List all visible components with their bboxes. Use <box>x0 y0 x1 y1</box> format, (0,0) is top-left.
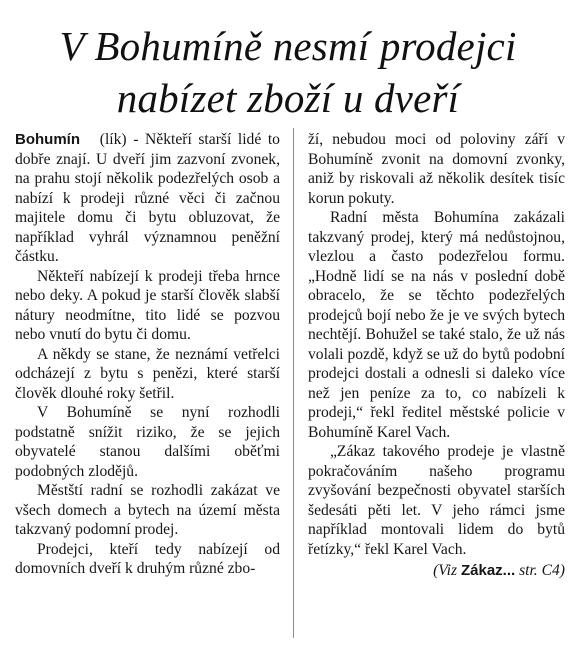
paragraph-4: V Bohumíně se nyní rozhodli podstatně snížit riziko, že se jejich obyvatelé stanou dalšími oběťmi podobných zlodějů. <box>15 404 280 480</box>
paragraph-1 <box>15 130 280 267</box>
paragraph-3: A někdy se stane, že neznámí vetřelci odcházejí z bytu s penězi, které starší člověk dlouhé roky šetřil. <box>15 345 280 402</box>
dateline: Bohumín <box>15 131 80 148</box>
headline-line-1: V Bohumíně nesmí prodejci <box>59 23 517 69</box>
paragraph-6-end: ží, nebudou moci od poloviny září v Bohumíně zvonit na domovní zvonky, aniž by riskovali až několik desítek tisíc korun pokuty. <box>308 131 565 207</box>
article-column-left <box>15 130 280 579</box>
paragraph-6-start: Prodejci, kteří tedy nabízejí od domovních dveří k druhým různé zbo- <box>15 540 280 577</box>
continuation-reference <box>308 561 565 581</box>
headline <box>0 20 576 124</box>
author-tag: (lík) - <box>99 131 146 148</box>
article-column-right <box>308 130 565 581</box>
column-divider <box>293 128 294 638</box>
paragraph-2: Někteří nabízejí k prodeji třeba hrnce nebo deky. A pokud je starší člověk slabší nátury neodmítne, tito lidé se pozvou nebo vnutí do bytu či domu. <box>15 267 280 343</box>
paragraph-1-text: Někteří starší lidé to dobře znají. U dveří jim zazvoní zvonek, na prahu stojí několik podezřelých osob a nabízí k prodeji různé věci či začnou majitele domu či bytu obluzovat, že například vyhrál významnou peněžní částku. <box>15 131 280 265</box>
headline-line-2: nabízet zboží u dveří <box>116 75 460 121</box>
paragraph-7: Radní města Bohumína zakázali takzvaný prodej, který má nedůstojnou, vlezlou a často podezřelou formu. „Hodně lidí se na nás v poslední době obracelo, že se těchto podezřelých prodejců bojí nebo že je ve svých bytech nechtějí. Bohužel se také stalo, že už nás volali pozdě, když se už do bytů podobní prodejci dostali a odnesli si daleko více než jen peníze za to, co nabízeli k prodeji,“ řekl ředitel městské policie v Bohumíně Karel Vach. <box>308 209 565 441</box>
reference-close: str. C4) <box>515 562 565 579</box>
reference-title: Zákaz... <box>460 562 516 579</box>
paragraph-5: Městští radní se rozhodli zakázat ve všech domech a bytech na území města takzvaný podomní prodej. <box>15 482 280 538</box>
paragraph-8: „Zákaz takového prodeje je vlastně pokračováním našeho programu zvyšování bezpečnosti obyvatel starších šedesáti pěti let. V jeho rámci jsme například montovali lidem do bytů řetízky,“ řekl Karel Vach. <box>308 443 565 558</box>
reference-open: (Viz <box>433 562 461 579</box>
